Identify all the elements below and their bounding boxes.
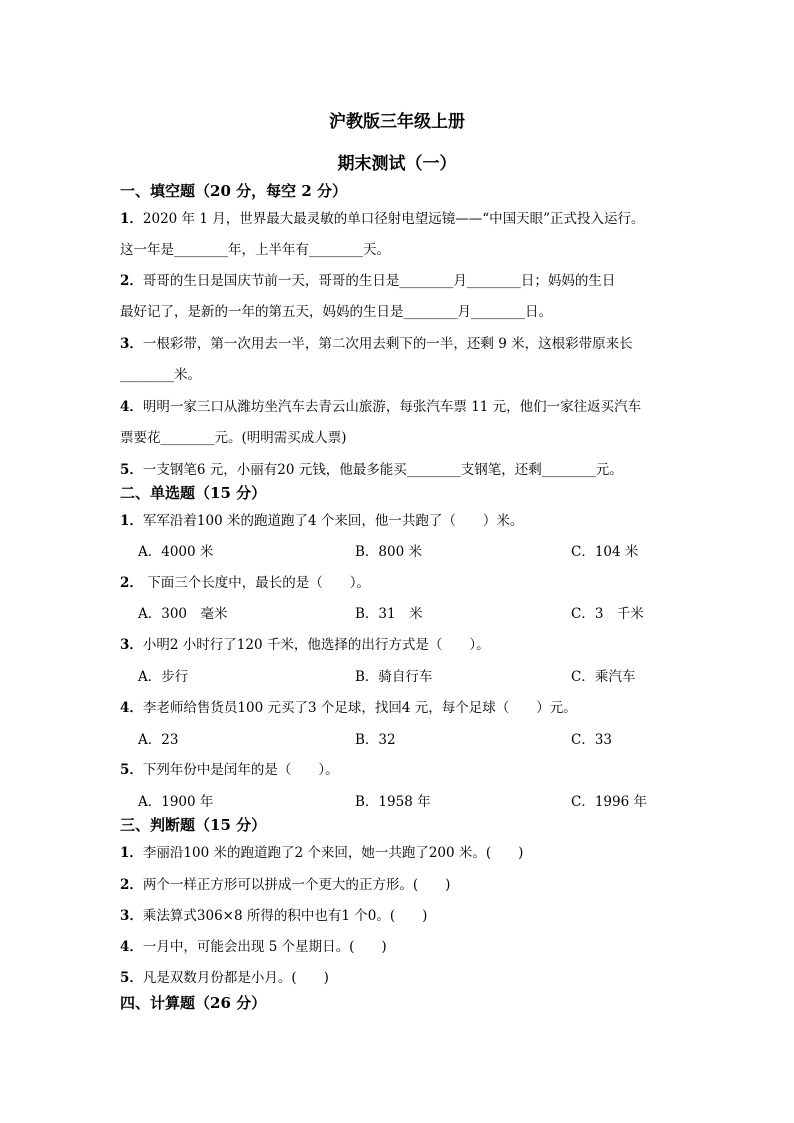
question-line — [120, 458, 623, 478]
question-number: 1． — [120, 513, 143, 529]
question-text: 一根彩带，第一次用去一半，第二次用去剩下的一半，还剩 9 米，这根彩带原来长 — [142, 336, 633, 352]
question-text: 哥哥的生日是国庆节前一天，哥哥的生日是________月________日；妈妈的生日 — [142, 273, 616, 289]
question-line — [120, 332, 633, 352]
question-text: 李丽沿100 米的跑道跑了2 个来回，她一共跑了200 米。( ) — [142, 845, 524, 861]
option-b: B．1958 年 — [355, 794, 431, 810]
section-heading-true-false: 三、判断题（15 分） — [120, 816, 267, 834]
option-c: C．乘汽车 — [571, 669, 636, 685]
option-c: C．33 — [571, 732, 613, 748]
question-text: 一月中，可能会出现 5 个星期日。( ) — [142, 939, 387, 955]
question-text: 乘法算式306×8 所得的积中也有1 个0。( ) — [142, 908, 428, 924]
question-line: 票要花________元。(明明需买成人票) — [120, 430, 347, 446]
question-line — [120, 633, 490, 653]
question-line — [120, 571, 370, 591]
question-line: ________米。 — [120, 367, 201, 383]
question-line — [120, 395, 641, 415]
section-heading-fill-blank: 一、填空题（20 分，每空 2 分） — [120, 182, 347, 200]
question-number: 1． — [120, 845, 143, 861]
option-c: C．1996 年 — [571, 794, 647, 810]
option-b: B．骑自行车 — [355, 669, 433, 685]
question-text: 2020 年 1 月，世界最大最灵敏的单口径射电望远镜——“中国天眼”正式投入运行。 — [142, 211, 645, 227]
section-heading-single-choice: 二、单选题（15 分） — [120, 484, 267, 502]
question-number: 4． — [120, 939, 143, 955]
question-number: 3． — [120, 637, 143, 653]
question-text: 军军沿着100 米的跑道跑了4 个来回，他一共跑了（ ）米。 — [142, 513, 524, 529]
question-number: 2． — [120, 575, 143, 591]
option-a: A．300 毫米 — [138, 606, 228, 622]
option-c: C．104 米 — [571, 544, 639, 560]
question-line — [120, 966, 329, 986]
question-line: 这一年是________年，上半年有________天。 — [120, 242, 390, 258]
document-subtitle: 期末测试（一） — [337, 154, 457, 174]
question-number: 4． — [120, 399, 143, 415]
option-b: B．32 — [355, 732, 396, 748]
section-heading-calculation: 四、计算题（26 分） — [120, 994, 267, 1012]
question-number: 3． — [120, 908, 143, 924]
question-line: 最好记了，是新的一年的第五天，妈妈的生日是________月________日。 — [120, 304, 552, 320]
question-number: 5． — [120, 762, 143, 778]
question-number: 2． — [120, 877, 143, 893]
question-text: 两个一样正方形可以拼成一个更大的正方形。( ) — [142, 877, 451, 893]
question-text: 明明一家三口从潍坊坐汽车去青云山旅游，每张汽车票 11 元，他们一家往返买汽车 — [142, 399, 642, 415]
question-line — [120, 873, 450, 893]
question-number: 4． — [120, 700, 143, 716]
option-c: C．3 千米 — [571, 606, 644, 622]
option-a: A．步行 — [138, 669, 189, 685]
question-text: 一支钢笔6 元，小丽有20 元钱，他最多能买________支钢笔，还剩________元。 — [142, 462, 623, 478]
question-line — [120, 207, 645, 227]
question-line — [120, 935, 387, 955]
question-line — [120, 841, 523, 861]
option-a: A．23 — [138, 732, 179, 748]
question-line — [120, 758, 339, 778]
option-b: B．31 米 — [355, 606, 423, 622]
document-title: 沪教版三年级上册 — [329, 112, 465, 132]
question-text: 凡是双数月份都是小月。( ) — [142, 970, 329, 986]
question-line — [120, 509, 523, 529]
question-text: 李老师给售货员100 元买了3 个足球，找回4 元，每个足球（ ）元。 — [142, 700, 577, 716]
option-b: B．800 米 — [355, 544, 422, 560]
question-number: 1． — [120, 211, 143, 227]
question-line — [120, 904, 427, 924]
question-number: 2． — [120, 273, 143, 289]
question-text: 小明2 小时行了120 千米，他选择的出行方式是（ ）。 — [142, 637, 490, 653]
question-line — [120, 696, 577, 716]
question-text: 下面三个长度中，最长的是（ ）。 — [142, 575, 370, 591]
option-a: A．1900 年 — [138, 794, 214, 810]
question-text: 下列年份中是闰年的是（ ）。 — [142, 762, 339, 778]
question-number: 5． — [120, 970, 143, 986]
option-a: A．4000 米 — [138, 544, 214, 560]
question-line — [120, 269, 615, 289]
question-number: 5． — [120, 462, 143, 478]
question-number: 3． — [120, 336, 143, 352]
